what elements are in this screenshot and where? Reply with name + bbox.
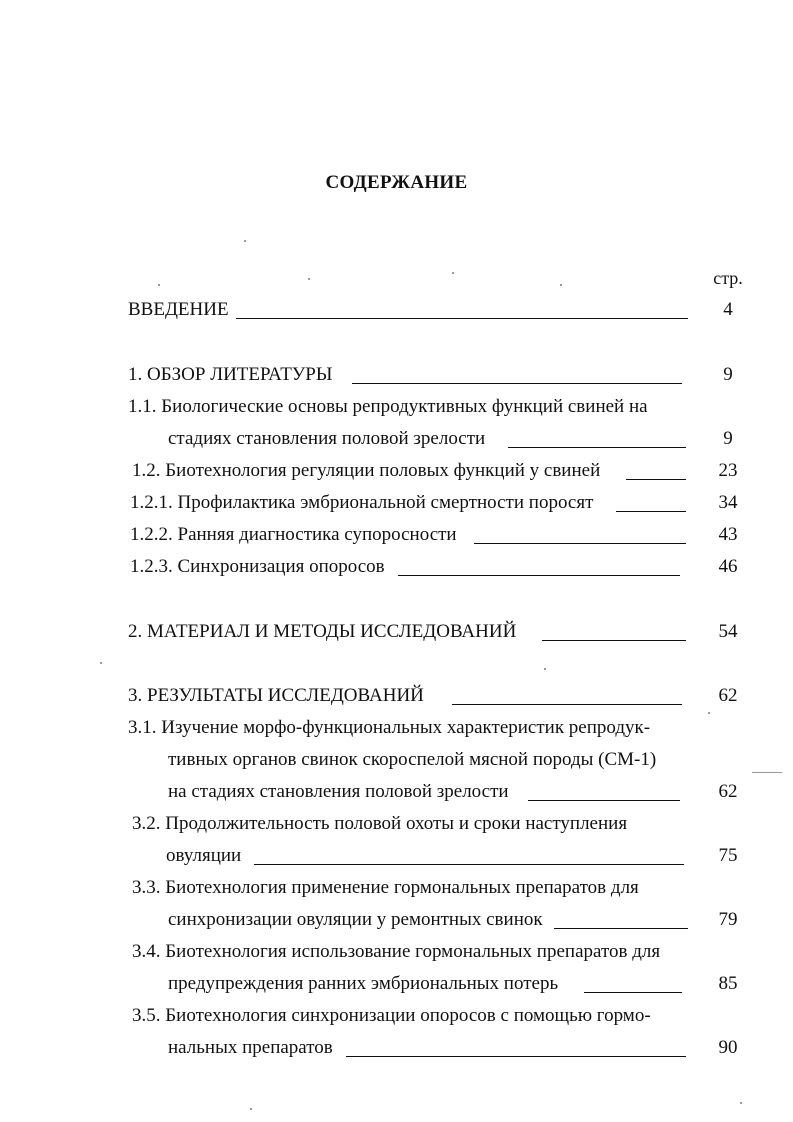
toc-leader-line [542, 640, 686, 641]
toc-entry-text: 3. РЕЗУЛЬТАТЫ ИССЛЕДОВАНИЙ [128, 685, 424, 706]
toc-leader-line [508, 447, 686, 448]
toc-entry-text: 1.2.2. Ранняя диагностика супоросности [130, 524, 457, 545]
toc-entry [0, 747, 793, 773]
toc-page-number: 9 [723, 428, 733, 449]
toc-entry-text: овуляции [166, 845, 242, 866]
scan-speck [308, 278, 310, 280]
toc-entry [0, 715, 793, 741]
toc-entry [0, 875, 793, 901]
toc-entry-text: 3.1. Изучение морфо-функциональных характеристик репродук- [128, 717, 651, 738]
toc-entry [0, 458, 793, 484]
toc-leader-line [474, 543, 686, 544]
toc-page-number: 85 [718, 973, 738, 994]
toc-entry-text: тивных органов свинок скороспелой мясной породы (СМ-1) [168, 749, 657, 770]
toc-leader-line [346, 1056, 686, 1057]
scan-speck [560, 284, 562, 286]
toc-leader-line [616, 511, 686, 512]
toc-entry [0, 971, 793, 997]
toc-page-number: 43 [718, 524, 738, 545]
toc-entry [0, 554, 793, 580]
toc-page-number: 79 [718, 909, 738, 930]
toc-entry-text: 3.3. Биотехнология применение гормональных препаратов для [132, 877, 639, 898]
toc-leader-line [254, 864, 684, 865]
toc-page-number: 90 [718, 1037, 738, 1058]
scan-speck [544, 668, 546, 670]
toc-page-number: 9 [723, 364, 733, 385]
toc-entry-text: 3.5. Биотехнология синхронизации опоросов с помощью гормо- [132, 1005, 651, 1026]
toc-leader-line [352, 383, 682, 384]
toc-entry [0, 811, 793, 837]
toc-leader-line [554, 928, 688, 929]
toc-entry-text: 1.2. Биотехнология регуляции половых функций у свиней [132, 460, 601, 481]
toc-entry-text: синхронизации овуляции у ремонтных свинок [168, 909, 543, 930]
toc-entry [0, 1003, 793, 1029]
scan-speck [740, 1102, 742, 1104]
toc-leader-line [236, 318, 688, 319]
toc-entry-text: предупреждения ранних эмбриональных потерь [168, 973, 559, 994]
scan-speck [244, 240, 246, 242]
toc-leader-line [528, 800, 680, 801]
scan-speck [452, 272, 454, 274]
toc-page-number: 75 [718, 845, 738, 866]
toc-page-number: 4 [723, 299, 733, 320]
toc-entry [0, 297, 793, 323]
toc-entry-text: на стадиях становления половой зрелости [168, 781, 509, 802]
toc-page-number: 54 [718, 621, 738, 642]
toc-page-number: 34 [718, 492, 738, 513]
toc-page-number: 46 [718, 556, 738, 577]
toc-entry [0, 362, 793, 388]
toc-page-number: 62 [718, 781, 738, 802]
toc-entry-text: 1.1. Биологические основы репродуктивных функций свиней на [128, 396, 648, 417]
toc-entry [0, 779, 793, 805]
scan-mark [752, 772, 782, 773]
page-title: СОДЕРЖАНИЕ [325, 172, 468, 193]
toc-entry-text: 1. ОБЗОР ЛИТЕРАТУРЫ [128, 364, 333, 385]
toc-page-number: 23 [718, 460, 738, 481]
scan-speck [708, 712, 710, 714]
toc-entry [0, 522, 793, 548]
toc-entry [0, 394, 793, 420]
toc-entry [0, 843, 793, 869]
toc-page-number: 62 [718, 685, 738, 706]
toc-entry-text: стадиях становления половой зрелости [168, 428, 486, 449]
toc-entry-text: 3.2. Продолжительность половой охоты и сроки наступления [132, 813, 628, 834]
page-column-header: стр. [713, 268, 743, 288]
toc-entry-text: 1.2.1. Профилактика эмбриональной смертности поросят [130, 492, 594, 513]
toc-entry-text: 1.2.3. Синхронизация опоросов [130, 556, 385, 577]
toc-entry [0, 939, 793, 965]
toc-leader-line [626, 479, 686, 480]
toc-leader-line [452, 704, 682, 705]
toc-entry-text: нальных препаратов [168, 1037, 333, 1058]
toc-leader-line [398, 575, 680, 576]
toc-leader-line [584, 992, 682, 993]
scan-speck [100, 662, 102, 664]
toc-entry [0, 683, 793, 709]
toc-entry-text: ВВЕДЕНИЕ [128, 299, 229, 320]
toc-entry [0, 490, 793, 516]
toc-entry [0, 1035, 793, 1061]
toc-entry [0, 426, 793, 452]
toc-entry-text: 2. МАТЕРИАЛ И МЕТОДЫ ИССЛЕДОВАНИЙ [128, 621, 517, 642]
scan-speck [158, 284, 160, 286]
scan-speck [250, 1108, 252, 1110]
toc-entry [0, 907, 793, 933]
toc-entry [0, 619, 793, 645]
toc-entry-text: 3.4. Биотехнология использование гормональных препаратов для [132, 941, 661, 962]
